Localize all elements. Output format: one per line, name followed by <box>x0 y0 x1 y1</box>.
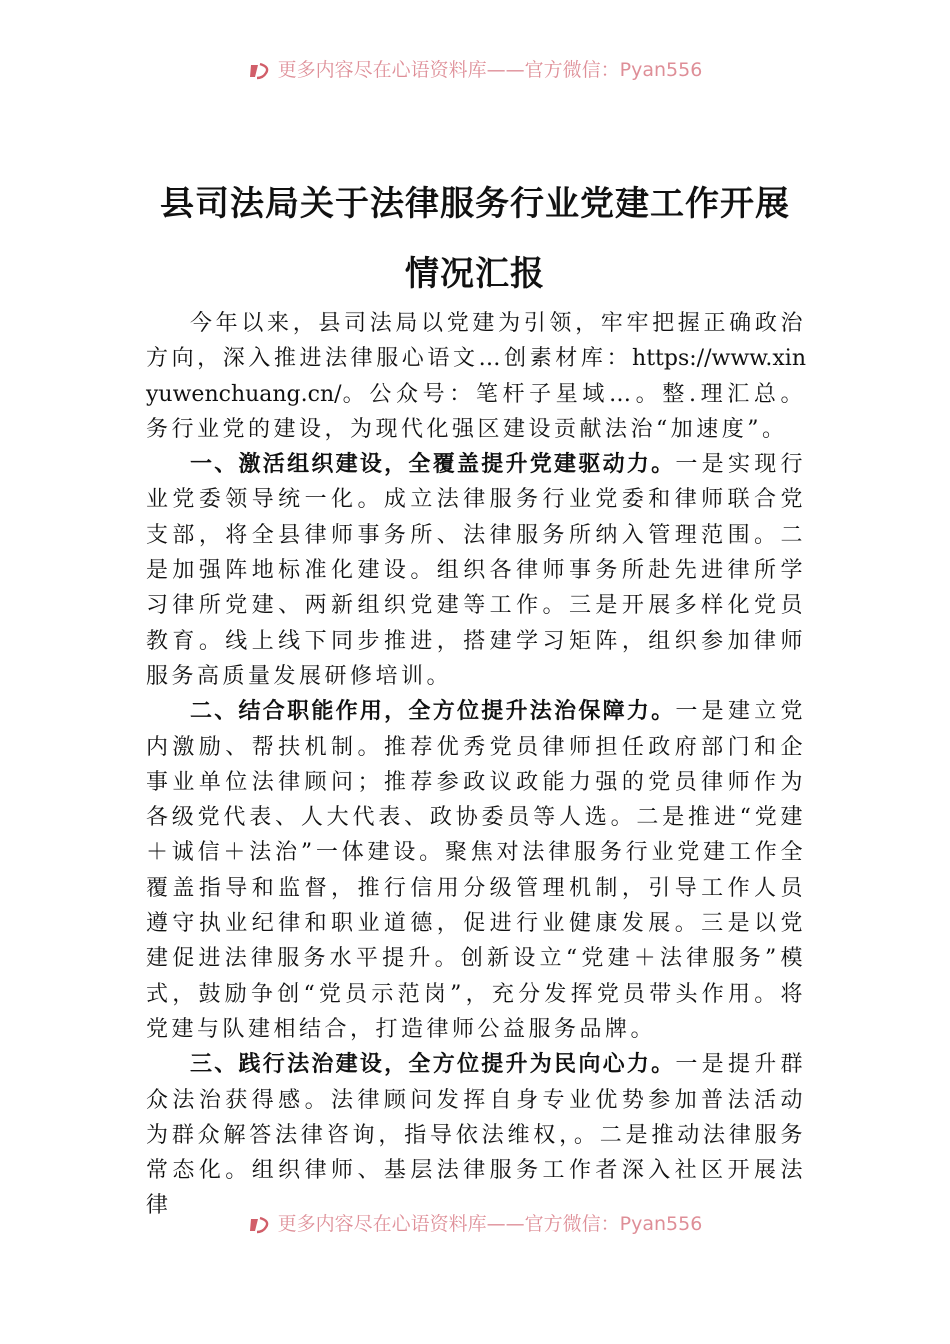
watermark-header <box>0 58 950 82</box>
watermark-text: 更多内容尽在心语资料库——官方微信：Pyan556 <box>277 59 703 81</box>
section-heading-3: 三、践行法治建设，全方位提升为民向心力。 <box>190 1052 676 1078</box>
intro-text: 今年以来，县司法局以党建为引领，牢牢把握正确政治方向，深入推进法律服心语文…创素材库： <box>146 311 806 372</box>
section-paragraph-2 <box>146 694 806 1047</box>
intro-text-continued: 。公众号：笔杆子星域…。整.理汇总。务行业党的建设，为现代化强区建设贡献法治“加速度”。 <box>146 381 806 442</box>
section-text-3: 一是提升群众法治获得感。法律顾问发挥自身专业优势参加普法活动为群众解答法律咨询，指导依法维权，。二是推动法律服务常态化。组织律师、基层法律服务工作者深入社区开展法律 <box>146 1052 806 1219</box>
intro-paragraph <box>146 306 806 447</box>
watermark-text: 更多内容尽在心语资料库——官方微信：Pyan556 <box>277 1213 703 1235</box>
section-text-1: 一是实现行业党委领导统一化。成立法律服务行业党委和律师联合党支部，将全县律师事务所、法律服务所纳入管理范围。二是加强阵地标准化建设。组织各律师事务所赴先进律所学习律所党建、两新组织党建等工作。三是开展多样化党员教育。线上线下同步推进，搭建学习矩阵，组织参加律师服务高质量发展研修培训。 <box>146 452 806 689</box>
section-paragraph-3 <box>146 1047 806 1223</box>
section-text-2: 一是建立党内激励、帮扶机制。推荐优秀党员律师担任政府部门和企事业单位法律顾问；推荐参政议政能力强的党员律师作为各级党代表、人大代表、政协委员等人选。二是推进“党建＋诚信＋法治”一体建设。聚焦对法律服务行业党建工作全覆盖指导和监督，推行信用分级管理机制，引导工作人员遵守执业纪律和职业道德，促进行业健康发展。三是以党建促进法律服务水平提升。创新设立“党建＋法律服务”模式，鼓励争创“党员示范岗”，充分发挥党员带头作用。将党建与队建相结合，打造律师公益服务品牌。 <box>146 699 806 1042</box>
logo-icon <box>248 61 272 81</box>
document-title-line2: 情况汇报 <box>405 254 545 294</box>
logo-icon <box>248 1215 272 1235</box>
document-body <box>146 306 806 1224</box>
section-heading-1: 一、激活组织建设，全覆盖提升党建驱动力。 <box>190 452 676 478</box>
intro-url: https://www.xinyuwenchuang.cn/ <box>146 346 806 407</box>
section-paragraph-1 <box>146 447 806 694</box>
watermark-footer <box>0 1212 950 1236</box>
document-title-line1: 县司法局关于法律服务行业党建工作开展 <box>160 184 790 224</box>
section-heading-2: 二、结合职能作用，全方位提升法治保障力。 <box>190 699 676 725</box>
